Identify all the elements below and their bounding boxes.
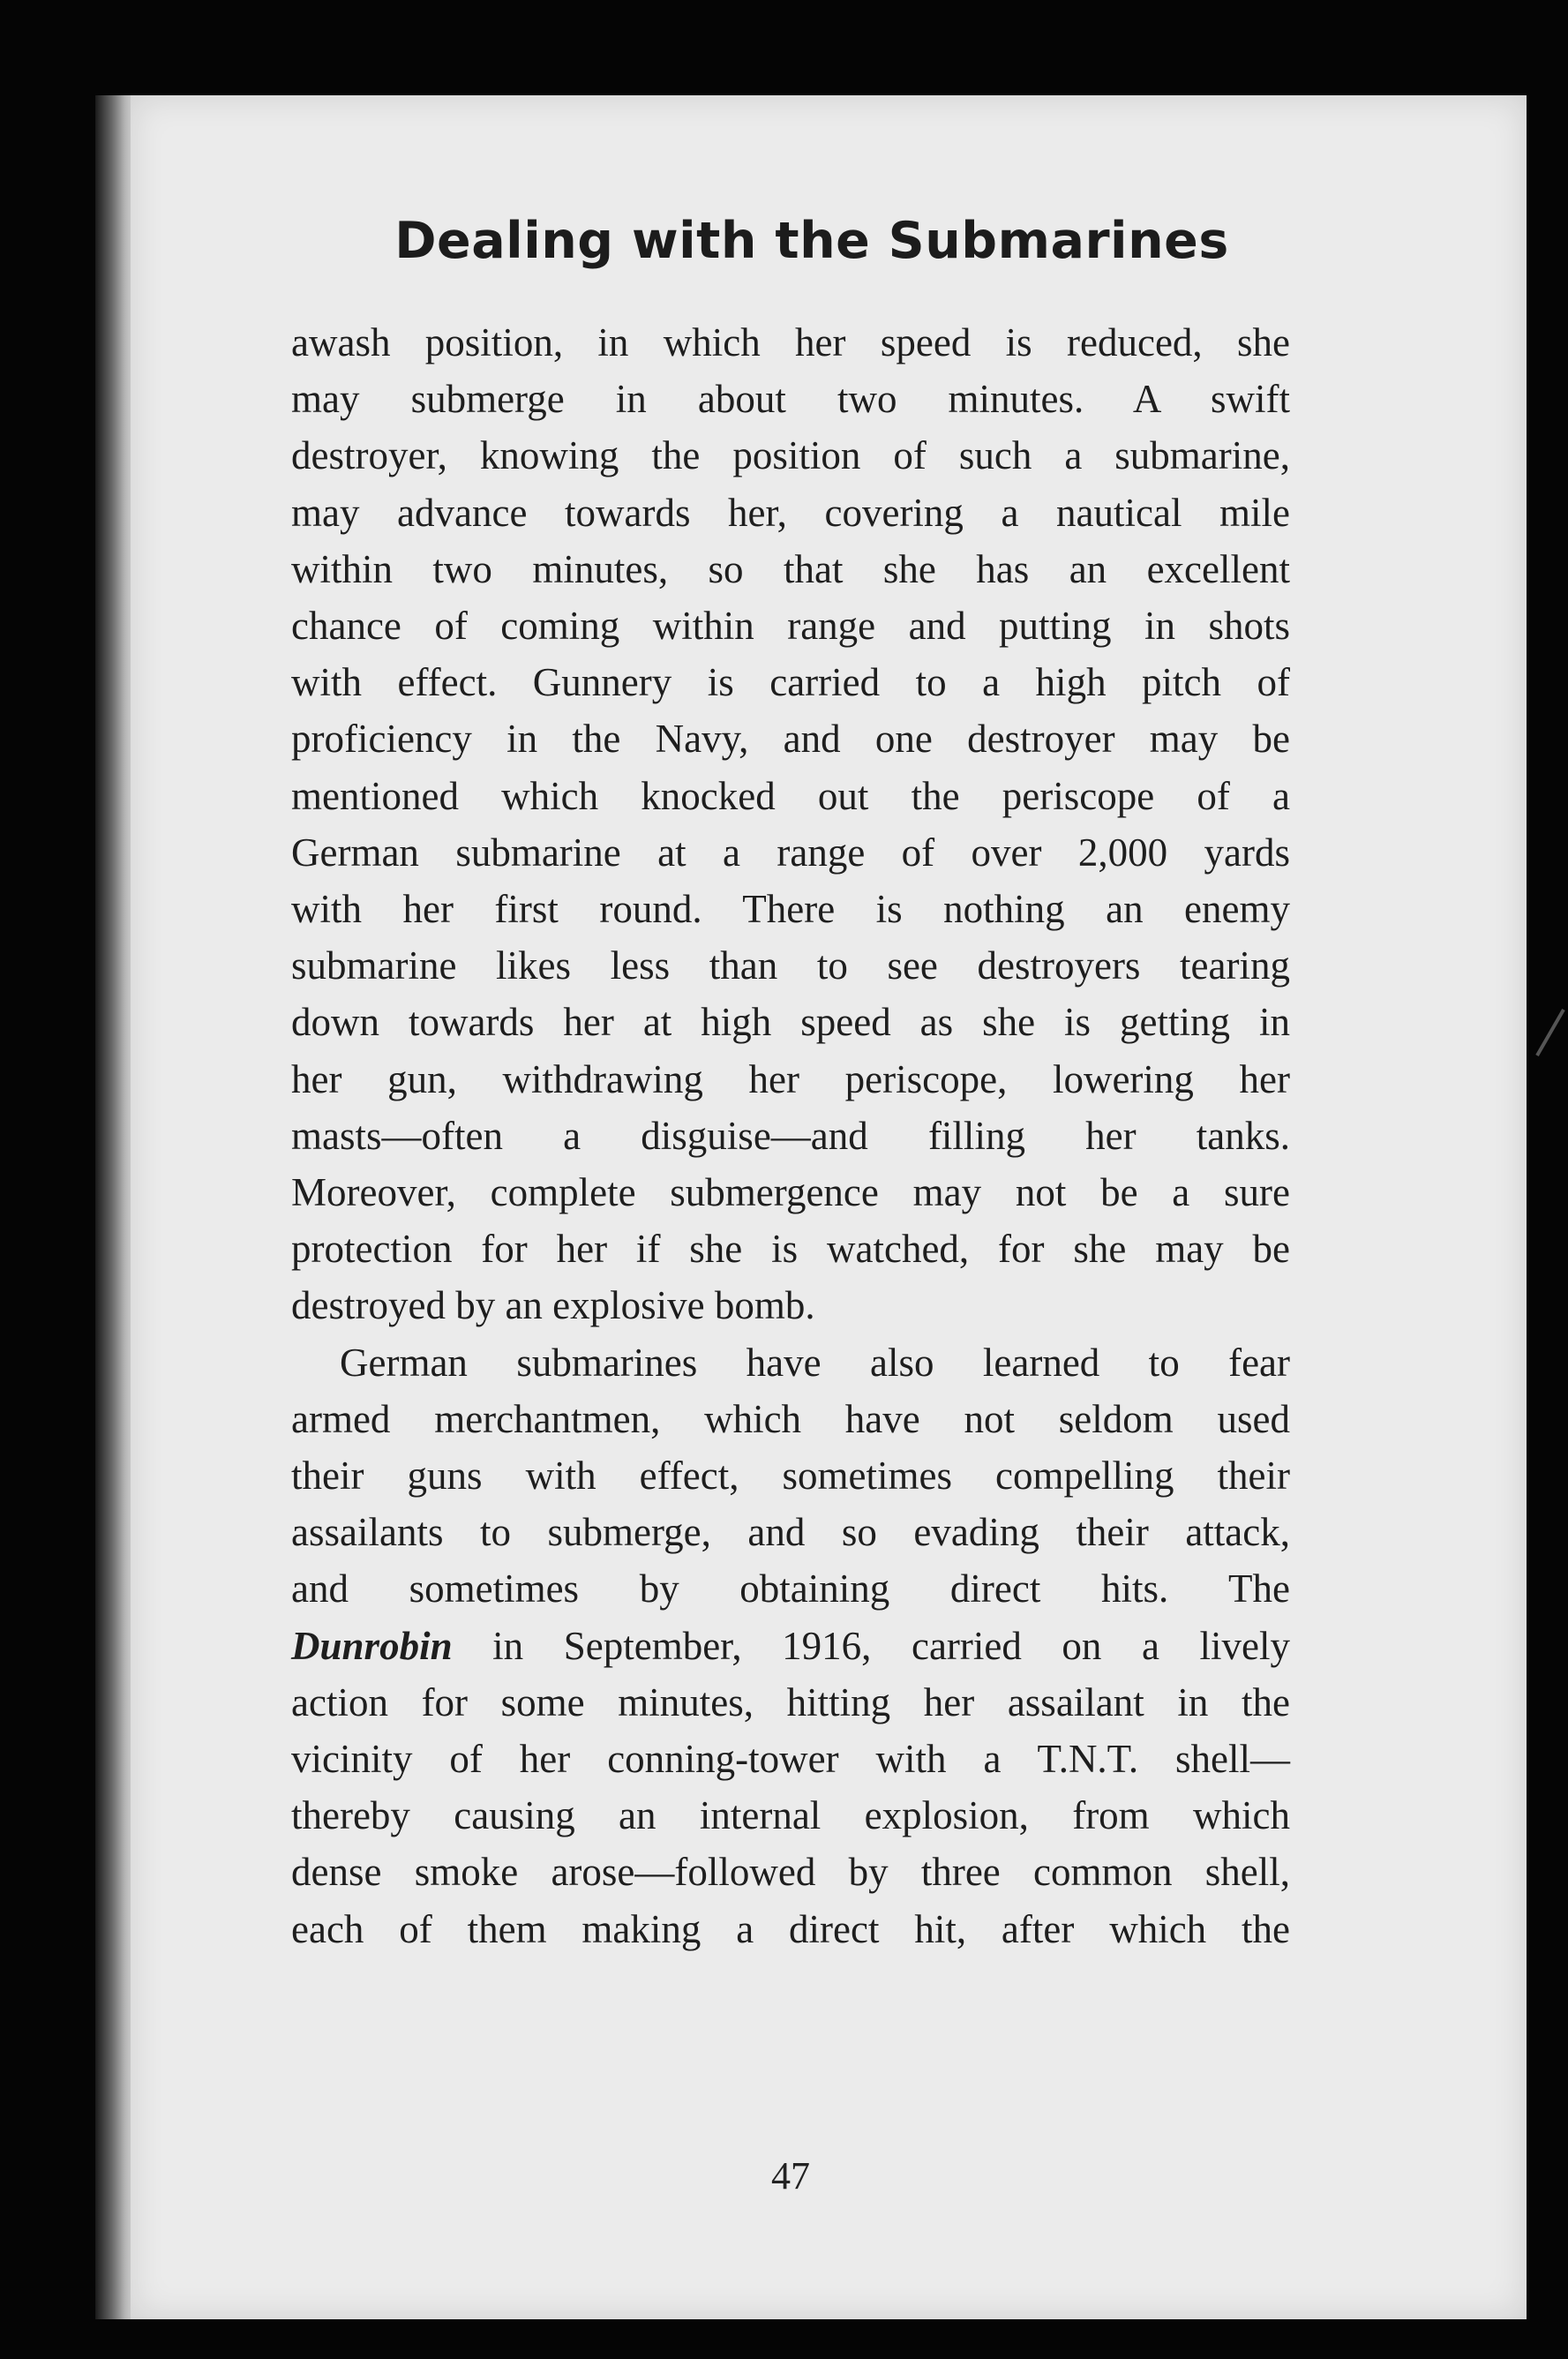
text-line: with effect. Gunnery is carried to a high pitch of (291, 660, 1290, 705)
text-line: may submerge in about two minutes. A swift (291, 377, 1290, 422)
ship-name: Dunrobin (291, 1623, 453, 1668)
text-line: with her first round. There is nothing an enemy (291, 887, 1290, 932)
text-line-rest: in September, 1916, carried on a lively (492, 1623, 1291, 1668)
text-line: may advance towards her, covering a nautical mile (291, 490, 1290, 535)
text-line: destroyed by an explosive bomb. (291, 1283, 815, 1328)
text-line: down towards her at high speed as she is getting in (291, 1000, 1290, 1045)
text-line: Moreover, complete submergence may not be a sure (291, 1170, 1290, 1215)
text-line: submarine likes less than to see destroyers tearing (291, 943, 1290, 988)
text-line: action for some minutes, hitting her assailant in the (291, 1679, 1290, 1724)
text-line: within two minutes, so that she has an excellent (291, 546, 1290, 591)
text-line: their guns with effect, sometimes compelling their (291, 1454, 1290, 1499)
paragraph-1 (291, 314, 1290, 1334)
text-line: dense smoke arose—followed by three common shell, (291, 1850, 1290, 1895)
running-head: Dealing with the Submarines (394, 212, 1229, 270)
text-line: proficiency in the Navy, and one destroyer may be (291, 717, 1290, 762)
text-line-with-ship-name (291, 1618, 1290, 1674)
text-line: German submarines have also learned to fear (340, 1340, 1290, 1385)
body-text (291, 314, 1290, 1957)
text-line: thereby causing an internal explosion, from which (291, 1793, 1290, 1838)
text-line: vicinity of her conning-tower with a T.N.T. shell— (291, 1737, 1290, 1782)
text-line: masts—often a disguise—and filling her tanks. (291, 1113, 1290, 1158)
paragraph-2 (291, 1334, 1290, 1957)
text-line: destroyer, knowing the position of such a submarine, (291, 433, 1290, 478)
text-line: and sometimes by obtaining direct hits. The (291, 1566, 1290, 1611)
text-line: awash position, in which her speed is reduced, she (291, 320, 1290, 364)
text-line: protection for her if she is watched, for she may be (291, 1227, 1290, 1272)
text-line: assailants to submerge, and so evading their attack, (291, 1510, 1290, 1555)
text-line: each of them making a direct hit, after which the (291, 1906, 1290, 1951)
text-line: mentioned which knocked out the periscope of a (291, 773, 1290, 818)
text-line: her gun, withdrawing her periscope, lowering her (291, 1056, 1290, 1101)
text-line: German submarine at a range of over 2,000 yards (291, 830, 1290, 875)
text-line: chance of coming within range and putting in shots (291, 604, 1290, 649)
text-line: armed merchantmen, which have not seldom used (291, 1396, 1290, 1441)
page-number: 47 (771, 2154, 810, 2197)
